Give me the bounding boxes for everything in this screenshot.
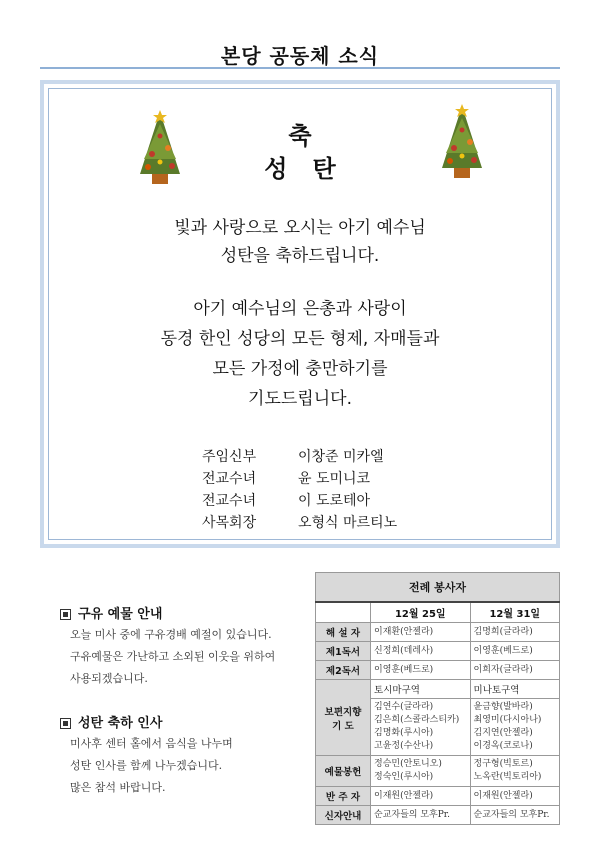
service-table-title: 전례 봉사자 [316,573,560,603]
notice-line: 사용되겠습니다. [70,672,148,685]
name-cell: 순교자들의 모후Pr. [470,806,559,825]
name-line: 노옥란(빅토리아) [473,772,542,782]
date-header: 12월 31일 [470,602,559,623]
name-cell: 이영훈(베드로) [470,642,559,661]
role-cell: 보편지향 기 도 [316,680,371,756]
name-cell [470,699,559,756]
signature-row [202,512,397,534]
name-line: 정숙인(루시아) [374,772,434,782]
name-cell: 이희자(글라라) [470,661,559,680]
name-cell [371,756,471,787]
name-line: 고윤정(수산나) [374,741,434,751]
square-bullet-icon [60,609,71,620]
name-cell [371,699,471,756]
role-cell: 신자안내 [316,806,371,825]
prayer-line: 동경 한인 성당의 모든 형제, 자매들과 [160,329,440,349]
greeting-line: 성탄을 축하드립니다. [220,246,380,266]
name-cell: 이영훈(베드로) [371,661,471,680]
table-row [316,642,560,661]
card-greeting [44,214,556,270]
signature-role: 전교수녀 [202,471,257,487]
table-row [316,756,560,787]
greeting-line: 빛과 사랑으로 오시는 아기 예수님 [174,218,426,238]
notice-line: 오늘 미사 중에 구유경배 예절이 있습니다. [70,628,272,641]
name-cell: 순교자들의 모후Pr. [371,806,471,825]
name-cell: 이재원(안젤라) [470,787,559,806]
table-row [316,787,560,806]
table-row [316,806,560,825]
table-row [316,680,560,699]
square-bullet-icon [60,718,71,729]
signature-row [202,490,397,512]
name-cell [470,756,559,787]
notice-line: 성탄 인사를 함께 나누겠습니다. [70,759,223,772]
name-line: 윤금향(발바라) [473,702,533,712]
district-cell: 토시마구역 [371,680,471,699]
name-line: 정승민(안토니오) [374,759,442,769]
role-cell: 제1독서 [316,642,371,661]
name-line: 김지연(안젤라) [473,728,533,738]
signature-name: 이 도로테아 [298,493,371,509]
signature-block [202,446,397,534]
prayer-line: 아기 예수님의 은총과 사랑이 [193,299,407,319]
table-row [316,623,560,642]
date-header: 12월 25일 [371,602,471,623]
district-cell: 미나토구역 [470,680,559,699]
signature-role: 주임신부 [202,449,257,465]
role-cell: 예물봉헌 [316,756,371,787]
page-title: 본당 공동체 소식 [220,44,380,68]
notice-line: 구유예물은 가난하고 소외된 이웃을 위하여 [70,650,276,663]
signature-row [202,446,397,468]
name-line: 김명화(루시아) [374,728,434,738]
date-spacer [316,602,371,623]
signature-role: 전교수녀 [202,493,257,509]
notice-line: 많은 참석 바랍니다. [70,781,166,794]
role-cell: 제2독서 [316,661,371,680]
notice-line: 미사후 센터 홀에서 음식을 나누며 [70,737,233,750]
notice-body-offering [70,624,275,690]
name-line: 정구형(빅토르) [473,759,533,769]
notice-title-offering [60,603,162,622]
name-cell: 이재원(안젤라) [371,787,471,806]
signature-row [202,468,397,490]
role-cell: 반 주 자 [316,787,371,806]
signature-name: 오형식 마르티노 [298,515,398,531]
card-heading-seongtan: 성 탄 [264,155,336,183]
signature-name: 이창준 미카엘 [298,449,384,465]
christmas-card [40,80,560,548]
notice-title-greeting [60,712,162,731]
name-line: 김은희(스콜라스티카) [374,715,460,725]
notice-title-text: 성탄 축하 인사 [78,716,163,731]
prayer-line: 기도드립니다. [248,389,352,409]
prayer-line: 모든 가정에 충만하기를 [212,359,388,379]
title-rule [40,67,560,69]
name-line: 이경옥(코로나) [473,741,533,751]
service-table-dates [316,602,560,623]
signature-name: 윤 도미니코 [298,471,371,487]
signature-role: 사목회장 [202,515,257,531]
name-line: 김연수(글라라) [374,702,434,712]
table-row [316,661,560,680]
card-prayer [44,294,556,414]
name-cell: 신정희(데레사) [371,642,471,661]
name-cell: 김명희(글라라) [470,623,559,642]
notice-title-text: 구유 예물 안내 [78,607,163,622]
role-cell: 해 설 자 [316,623,371,642]
name-line: 최영미(다시아나) [473,715,542,725]
card-heading-chuk: 축 [288,122,312,150]
notice-body-greeting [70,733,233,799]
service-table [315,572,560,825]
name-cell: 이재환(안젤라) [371,623,471,642]
